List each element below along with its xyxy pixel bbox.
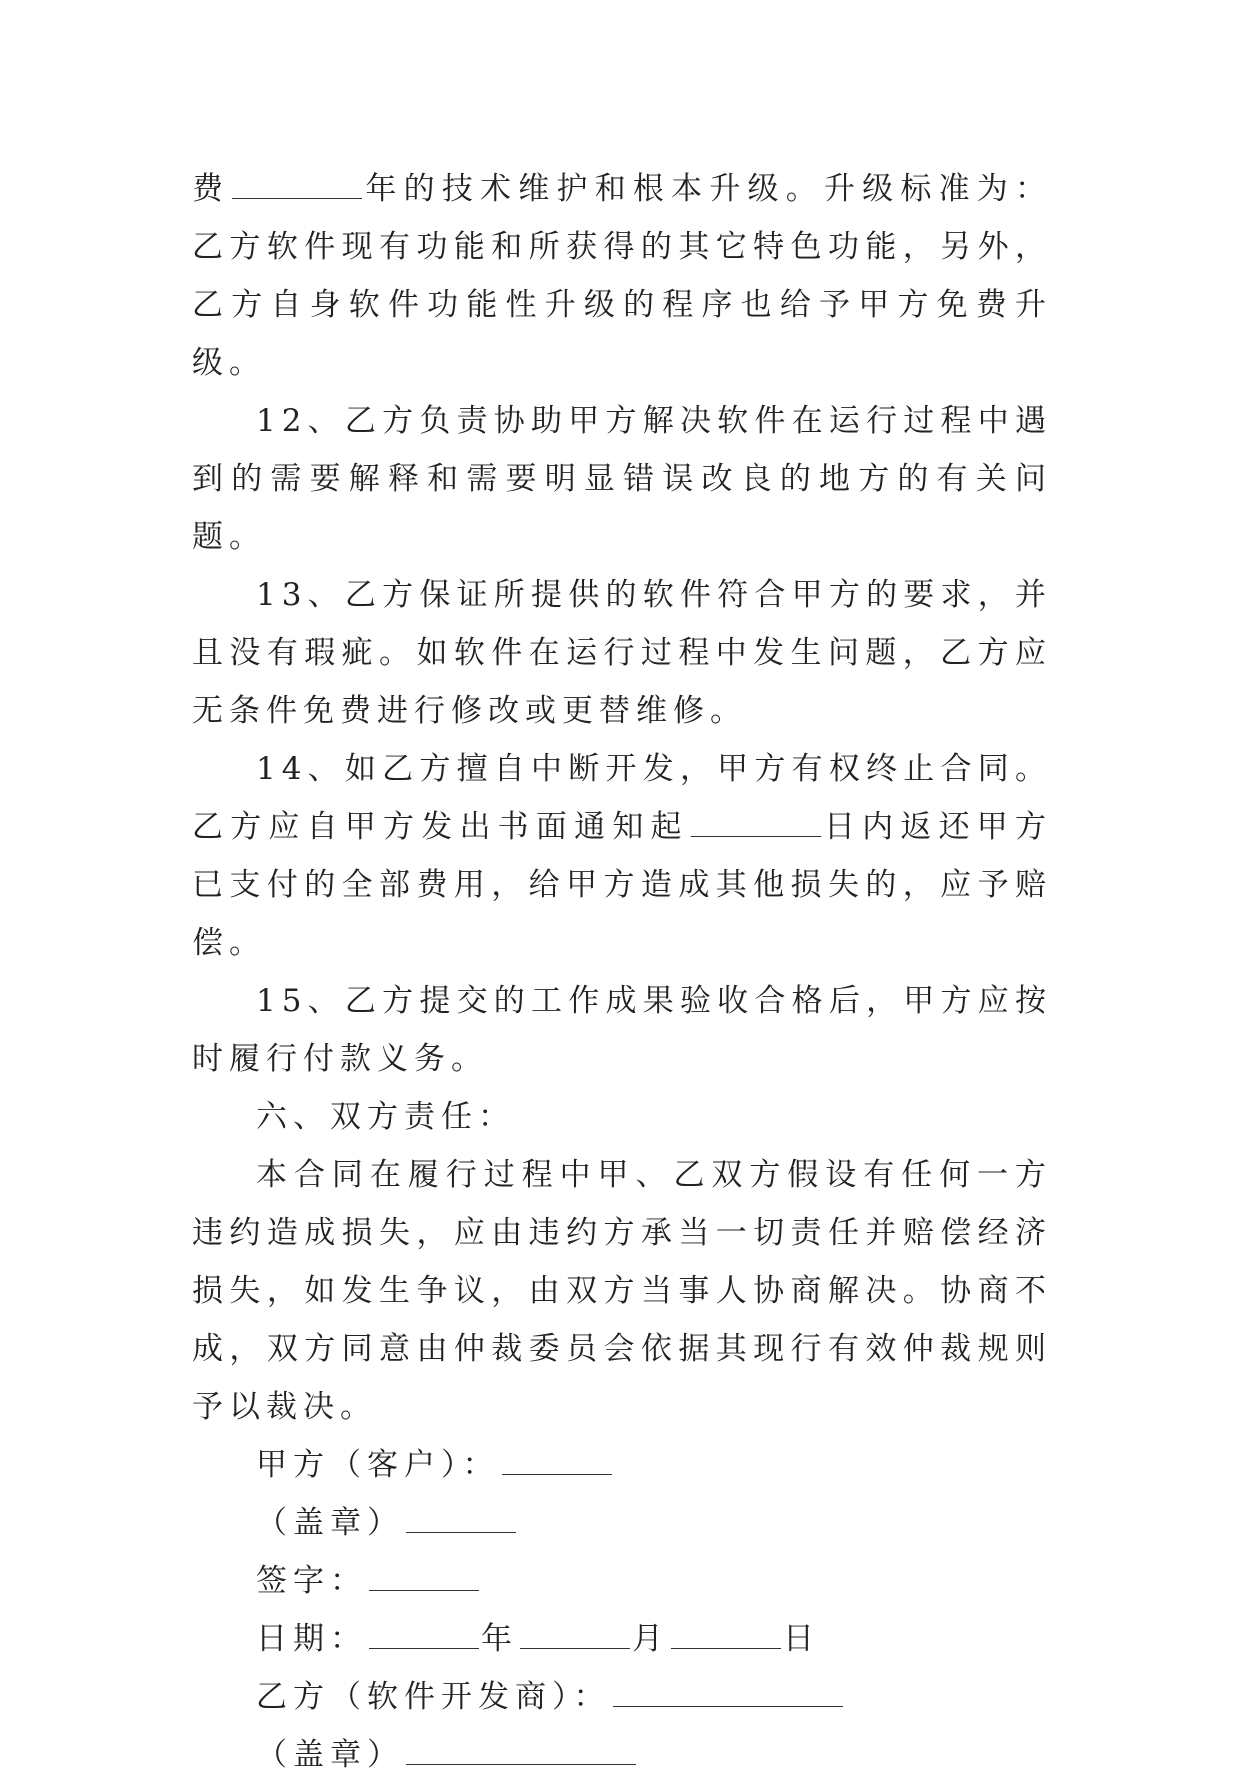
text-segment: 14、如乙方擅自中断开发，甲方有权终止合同。乙方应自甲方发出书面通知起 xyxy=(192,751,1052,845)
text-segment: 年的技术维护和根本升级。升级标准为：乙方软件现有功能和所获得的其它特色功能，另外，乙方自身软件功能性升级的程序也给予甲方免费升级。 xyxy=(192,171,1053,381)
party-b-line xyxy=(192,1668,1052,1726)
clause-12: 12、乙方负责协助甲方解决软件在运行过程中遇到的需要解释和需要明显错误改良的地方的有关问题。 xyxy=(192,403,1052,555)
seal-a-line xyxy=(192,1494,1052,1552)
month-blank[interactable] xyxy=(520,1622,630,1649)
sign-label: 签字： xyxy=(256,1563,367,1599)
seal-b-blank[interactable] xyxy=(406,1738,636,1765)
party-b-blank[interactable] xyxy=(613,1680,843,1707)
year-label: 年 xyxy=(481,1621,518,1657)
clause-14 xyxy=(192,740,1052,972)
day-blank[interactable] xyxy=(671,1622,781,1649)
party-b-label: 乙方（软件开发商）： xyxy=(256,1679,611,1715)
clause-13: 13、乙方保证所提供的软件符合甲方的要求，并且没有瑕疵。如软件在运行过程中发生问题，乙方应无条件免费进行修改或更替维修。 xyxy=(192,577,1052,729)
sign-line xyxy=(192,1552,1052,1610)
party-a-label: 甲方（客户）： xyxy=(256,1447,500,1483)
month-label: 月 xyxy=(632,1621,669,1657)
text-segment: 费 xyxy=(192,171,231,207)
seal-a-blank[interactable] xyxy=(406,1506,516,1533)
party-a-blank[interactable] xyxy=(502,1448,612,1475)
clause-15: 15、乙方提交的工作成果验收合格后，甲方应按时履行付款义务。 xyxy=(192,983,1052,1077)
paragraph-maintenance-continuation xyxy=(192,160,1052,392)
blank-years-field[interactable] xyxy=(232,172,362,199)
sign-blank[interactable] xyxy=(369,1564,479,1591)
blank-days-field[interactable] xyxy=(691,810,821,837)
party-a-line xyxy=(192,1436,1052,1494)
section-6-title: 六、双方责任： xyxy=(256,1099,515,1135)
text-segment: 日内返还甲方已支付的全部费用，给甲方造成其他损失的，应予赔偿。 xyxy=(192,809,1053,961)
document-body xyxy=(192,160,1052,1784)
date-label: 日期： xyxy=(256,1621,367,1657)
seal-b-label: （盖章） xyxy=(256,1737,404,1773)
seal-b-line xyxy=(192,1726,1052,1784)
seal-a-label: （盖章） xyxy=(256,1505,404,1541)
section-6-body: 本合同在履行过程中甲、乙双方假设有任何一方违约造成损失，应由违约方承当一切责任并赔偿经济损失，如发生争议，由双方当事人协商解决。协商不成，双方同意由仲裁委员会依据其现行有效仲裁规则予以裁决。 xyxy=(192,1157,1052,1425)
date-line xyxy=(192,1610,1052,1668)
year-blank[interactable] xyxy=(369,1622,479,1649)
day-label: 日 xyxy=(783,1621,820,1657)
